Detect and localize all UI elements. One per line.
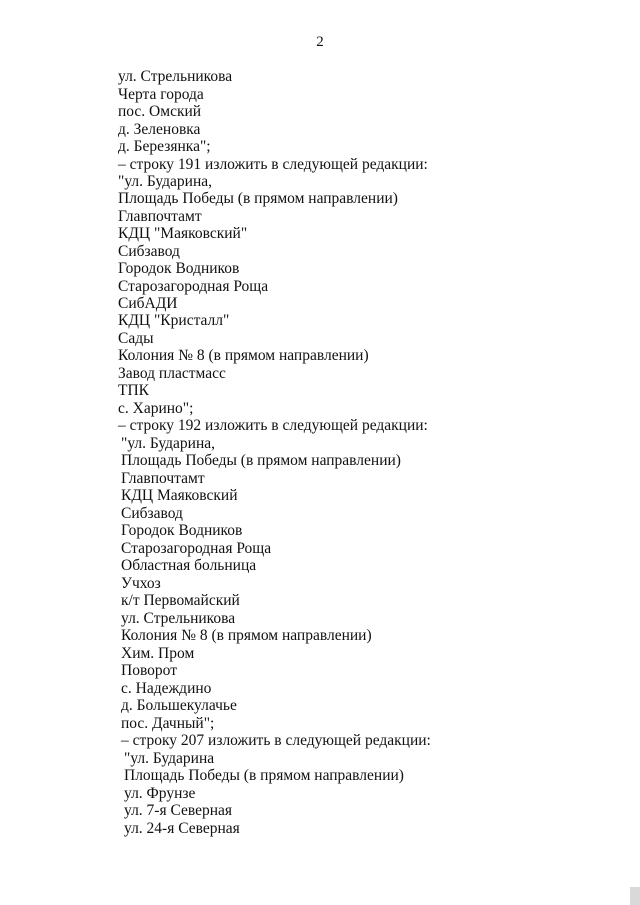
text-line: Сибзавод <box>121 505 183 522</box>
text-line: Городок Водников <box>121 522 243 539</box>
text-line: к/т Первомайский <box>121 592 240 609</box>
text-line: пос. Дачный"; <box>121 715 215 732</box>
page-number: 2 <box>316 34 324 50</box>
scan-edge-mark <box>630 887 640 905</box>
text-line: Колония № 8 (в прямом направлении) <box>118 347 369 364</box>
text-line: Завод пластмасс <box>118 365 226 382</box>
text-line: Колония № 8 (в прямом направлении) <box>121 627 372 644</box>
text-line: – строку 192 изложить в следующей редакции: <box>118 417 428 434</box>
text-line: "ул. Бударина, <box>121 435 216 452</box>
text-line: Учхоз <box>121 575 161 592</box>
text-line: с. Харино"; <box>118 400 194 417</box>
text-line: д. Зеленовка <box>118 121 201 138</box>
text-line: с. Надеждино <box>121 680 212 697</box>
text-line: Площадь Победы (в прямом направлении) <box>118 190 398 207</box>
text-line: Площадь Победы (в прямом направлении) <box>124 767 404 784</box>
text-line: Сибзавод <box>118 243 180 260</box>
text-line: ул. Стрельникова <box>121 610 236 627</box>
text-line: Площадь Победы (в прямом направлении) <box>121 452 401 469</box>
text-line: пос. Омский <box>118 103 202 120</box>
text-line: Областная больница <box>121 557 257 574</box>
text-line: Черта города <box>118 86 204 103</box>
text-line: КДЦ "Кристалл" <box>118 312 230 329</box>
text-line: "ул. Бударина <box>124 750 215 767</box>
text-line: Старозагородная Роща <box>118 278 269 295</box>
text-line: ул. Стрельникова <box>118 68 233 85</box>
text-line: ТПК <box>118 382 149 399</box>
text-line: – строку 191 изложить в следующей редакции: <box>118 156 428 173</box>
text-line: Старозагородная Роща <box>121 540 272 557</box>
text-line: – строку 207 изложить в следующей редакции: <box>121 732 431 749</box>
text-line: ул. 7-я Северная <box>124 802 233 819</box>
text-line: ул. Фрунзе <box>124 785 196 802</box>
text-line: Хим. Пром <box>121 645 195 662</box>
text-line: ул. 24-я Северная <box>124 820 240 837</box>
text-line: Сады <box>118 330 154 347</box>
text-line: Главпочтамт <box>121 470 205 487</box>
text-line: д. Березянка"; <box>118 138 211 155</box>
text-line: Городок Водников <box>118 260 240 277</box>
text-line: КДЦ Маяковский <box>121 487 238 504</box>
text-line: СибАДИ <box>118 295 178 312</box>
text-line: Главпочтамт <box>118 208 202 225</box>
text-line: КДЦ "Маяковский" <box>118 225 248 242</box>
text-line: Поворот <box>121 662 177 679</box>
text-line: д. Большекулачье <box>121 697 237 714</box>
text-line: "ул. Бударина, <box>118 173 213 190</box>
